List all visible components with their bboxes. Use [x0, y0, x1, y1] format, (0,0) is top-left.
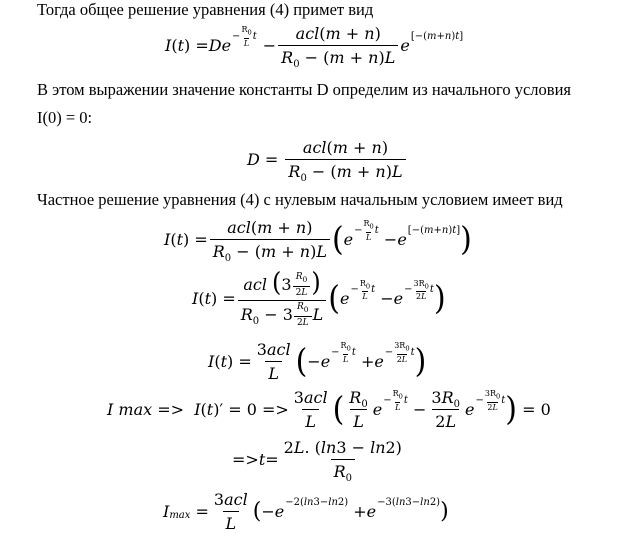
paragraph-particular-solution: Частное решение уравнения (4) с нулевым начальным условием имеет вид — [37, 190, 563, 209]
equation-particular-3: I ( t ) = $\frac{\text{3acl}}{L}$ ( − e − $\frac{R_0}{L}$ t + e − $\frac{3R_0}{2L}$ t ) — [208, 340, 427, 383]
paragraph-initial-condition: I(0) = 0: — [37, 108, 93, 127]
equation-particular-2: I ( t ) = acl (3 $\frac{R_0}{2L}$ ) $R_0 - 3$ $\frac{R_0}{2L}$ L ( e − $\frac{R_0}{L}$ t − e − $\frac{3R_0}{2L}$ t ) — [192, 266, 446, 328]
equation-imax-derivative: I max => I ( t )′ = 0 => $\frac{\text{3acl}}{L}$ ( $\frac{R_0}{L}$ e − $\frac{R_0}{L}$ t − $\frac{3R_0}{2L}$ e − $\frac{3R_0}{2L}$ t ) = 0 — [107, 388, 551, 431]
equation-imax: I max = $\frac{\text{3acl}}{L}$ ( − e −2( ln 3− ln 2) + e −3( ln 3− ln 2) ) — [163, 490, 449, 533]
equation-general-solution: I ( t ) = De − $\frac{R_0}{L}$ t − $\frac{\text{acl(m + n)}}{R_0 - (m + n)L}$ e [−( m + n ) t ] — [165, 24, 464, 70]
paragraph-constant: В этом выражении значение константы D определим из начального условия — [37, 80, 571, 99]
equation-constant-d: D = $\frac{\text{acl(m + n)}}{R_0 - (m + n)L}$ — [247, 138, 408, 181]
imax-label: I max => — [107, 400, 185, 419]
paragraph-general-solution: Тогда общее решение уравнения (4) примет вид — [37, 0, 374, 19]
equation-t-solution: => t = $\frac{2L. (\ln 3 - \ln 2)}{R_0}$ — [232, 438, 402, 484]
equation-particular-1: I ( t ) = $\frac{\text{acl(m + n)}}{R_0 - (m + n)L}$ ( e − $\frac{R_0}{L}$ t − e [−( m + n ) t ] ) — [164, 218, 472, 264]
